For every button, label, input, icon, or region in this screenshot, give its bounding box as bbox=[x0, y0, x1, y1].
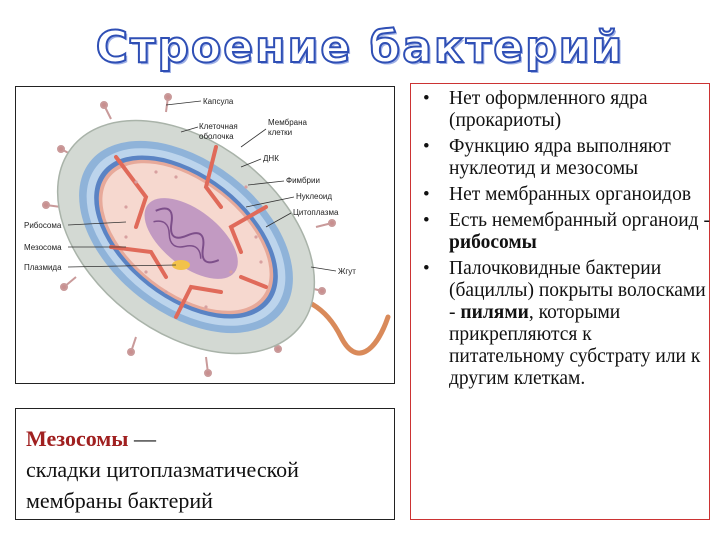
slide-title: Строение бактерий bbox=[95, 22, 625, 73]
label-flagellum: Жгут bbox=[338, 267, 356, 276]
fact-item bbox=[410, 88, 710, 132]
fact-text: Нет оформленного ядра (прокариоты) bbox=[449, 88, 648, 131]
definition-line-2: складки цитоплазматической bbox=[26, 457, 299, 482]
fact-item bbox=[410, 184, 710, 206]
fact-item bbox=[410, 136, 710, 180]
label-dna: ДНК bbox=[263, 154, 279, 163]
mesosome-definition bbox=[15, 408, 395, 520]
fact-text: Есть немембранный органоид - bbox=[449, 210, 710, 231]
bacterium-illustration bbox=[16, 87, 394, 383]
label-mesosome: Мезосома bbox=[24, 243, 62, 252]
label-cytoplasm: Цитоплазма bbox=[293, 208, 339, 217]
label-membrane-2: клетки bbox=[268, 128, 293, 137]
label-cell-wall-2: оболочка bbox=[199, 132, 234, 141]
fact-item bbox=[410, 210, 710, 254]
fact-keyword: рибосомы bbox=[449, 232, 537, 253]
bullet-dot: • bbox=[423, 136, 430, 157]
label-nucleoid: Нуклеоид bbox=[296, 192, 333, 201]
fact-keyword: пилями bbox=[460, 302, 529, 323]
bullet-dot: • bbox=[423, 210, 430, 231]
label-fimbriae: Фимбрии bbox=[286, 176, 320, 185]
label-cell-wall-1: Клеточная bbox=[199, 122, 238, 131]
bacterium-diagram bbox=[15, 86, 395, 384]
label-membrane-1: Мембрана bbox=[268, 118, 307, 127]
fact-text: Палочковидные бактерии (бациллы) покрыты волосками - bbox=[449, 258, 706, 323]
label-ribosome: Рибосома bbox=[24, 221, 62, 230]
label-plasmid: Плазмида bbox=[24, 263, 62, 272]
definition-line-1 bbox=[26, 423, 394, 454]
bullet-dot: • bbox=[423, 88, 430, 109]
fact-text: , которыми прикрепляются к питательному субстрату или к другим клеткам. bbox=[449, 302, 701, 389]
definition-dash: — bbox=[128, 426, 156, 451]
label-capsule: Капсула bbox=[203, 97, 234, 106]
fact-text: Функцию ядра выполняют нуклеотид и мезосомы bbox=[449, 136, 671, 179]
fact-text: Нет мембранных органоидов bbox=[449, 184, 692, 205]
bullet-dot: • bbox=[423, 258, 430, 279]
definition-line-3: мембраны бактерий bbox=[26, 488, 213, 513]
bullet-dot: • bbox=[423, 184, 430, 205]
fact-item bbox=[410, 258, 710, 390]
facts-list bbox=[410, 88, 710, 394]
definition-term: Мезосомы bbox=[26, 426, 129, 451]
